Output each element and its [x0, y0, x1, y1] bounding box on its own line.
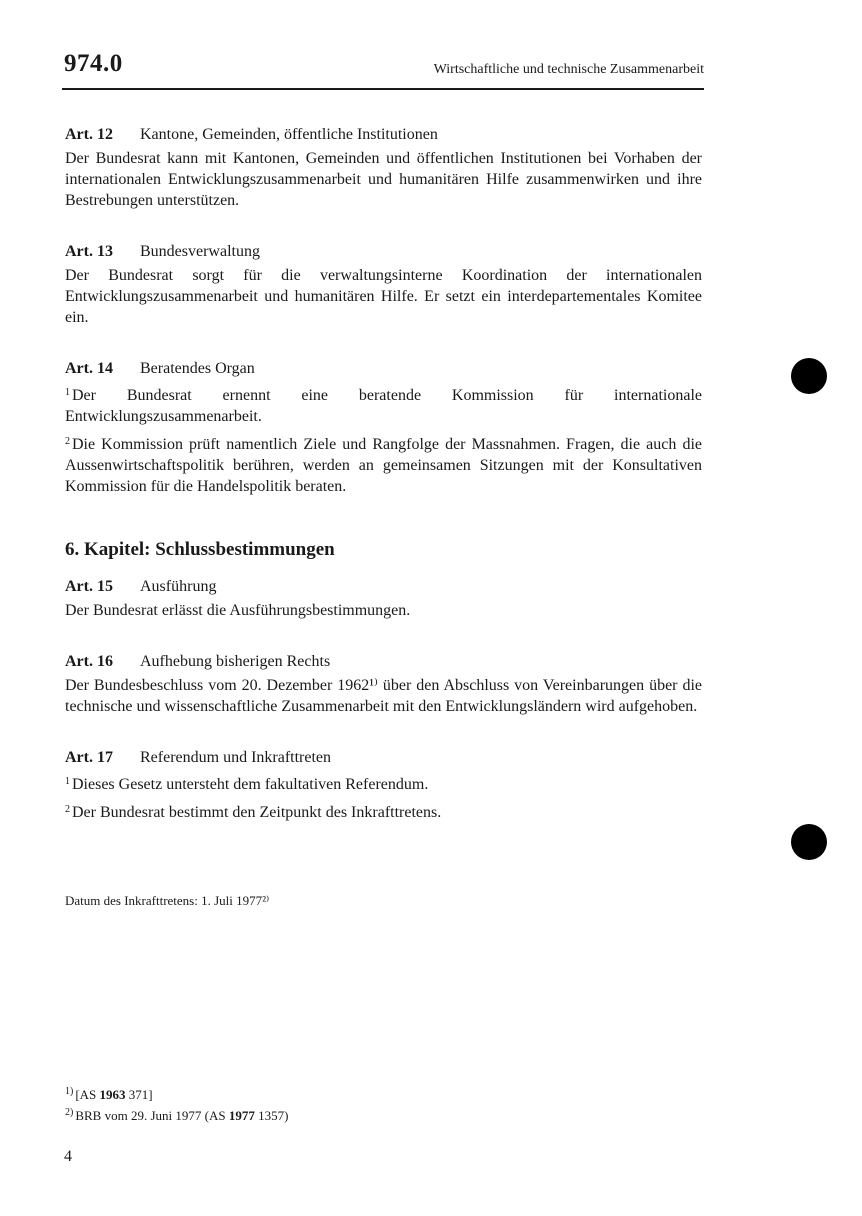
footnote-mark: 2)	[65, 1107, 74, 1118]
article-heading	[65, 358, 702, 379]
articles-group-a	[65, 124, 702, 497]
paragraph-number: 2	[65, 436, 70, 447]
paragraph-number: 2	[65, 804, 70, 815]
article-paragraph	[65, 771, 702, 795]
paragraph-number: 1	[65, 387, 70, 398]
article-paragraph	[65, 265, 702, 328]
paragraph-text: Der Bundesrat ernennt eine beratende Kommission für internationale Entwicklungszusammenarbeit.	[65, 387, 702, 425]
footnote-text: [AS	[75, 1087, 100, 1102]
footnote-text: BRB vom 29. Juni 1977 (AS	[75, 1108, 229, 1123]
article-title: Referendum und Inkrafttreten	[140, 749, 332, 766]
footnote	[65, 1083, 288, 1104]
header-rule	[62, 88, 704, 90]
article-paragraph	[65, 148, 702, 211]
article-title: Ausführung	[140, 578, 217, 595]
paragraph-text: Der Bundesrat sorgt für die verwaltungsinterne Koordination der internationalen Entwicklungszusammenarbeit und humanitären Hilfe. Er setzt ein interdepartementales Komitee ein.	[65, 267, 702, 326]
article	[65, 124, 702, 211]
footnote-text: 1357)	[254, 1108, 289, 1123]
articles-group-b	[65, 576, 702, 823]
punch-hole-mark	[791, 358, 827, 394]
article-number: Art. 12	[65, 126, 113, 143]
article	[65, 747, 702, 823]
footnote-year: 1963	[99, 1087, 126, 1102]
article	[65, 241, 702, 328]
paragraph-text: Die Kommission prüft namentlich Ziele und Rangfolge der Massnahmen. Fragen, die auch die Aussenwirtschaftspolitik berühren, werden an gemeinsamen Sitzungen mit der Konsultativen Kommission für die Handelspolitik beraten.	[65, 436, 702, 495]
footnotes	[65, 1083, 288, 1125]
effective-date: Datum des Inkrafttretens: 1. Juli 1977²⁾	[65, 893, 270, 908]
paragraph-text: Der Bundesrat kann mit Kantonen, Gemeinden und öffentlichen Institutionen bei Vorhaben der internationalen Entwicklungszusammenarbeit und humanitären Hilfe zusammenwirken und ihre Bestrebungen unterstützen.	[65, 150, 702, 209]
article-heading	[65, 124, 702, 145]
article-title: Aufhebung bisherigen Rechts	[140, 653, 331, 670]
footnote-text: 371]	[125, 1087, 153, 1102]
article-heading	[65, 651, 702, 672]
article-heading	[65, 241, 702, 262]
article-paragraph	[65, 382, 702, 427]
article-number: Art. 17	[65, 749, 113, 766]
article-paragraph	[65, 431, 702, 497]
paragraph-text: Dieses Gesetz untersteht dem fakultativen Referendum.	[72, 776, 429, 793]
article-title: Kantone, Gemeinden, öffentliche Institutionen	[140, 126, 438, 143]
sr-number: 974.0	[64, 50, 123, 77]
footnote	[65, 1104, 288, 1125]
footnote-year: 1977	[228, 1108, 255, 1123]
running-title: Wirtschaftliche und technische Zusammenarbeit	[433, 62, 704, 77]
punch-hole-mark	[791, 824, 827, 860]
article-paragraph	[65, 600, 702, 621]
chapter-title: 6. Kapitel: Schlussbestimmungen	[65, 539, 335, 560]
article-heading	[65, 747, 702, 768]
footnote-mark: 1)	[65, 1086, 74, 1097]
article-title: Bundesverwaltung	[140, 243, 260, 260]
article	[65, 651, 702, 717]
article	[65, 358, 702, 497]
article-number: Art. 15	[65, 578, 113, 595]
article	[65, 576, 702, 621]
article-paragraph	[65, 675, 702, 717]
article-number: Art. 16	[65, 653, 113, 670]
article-number: Art. 13	[65, 243, 113, 260]
paragraph-text: Der Bundesrat erlässt die Ausführungsbestimmungen.	[65, 602, 411, 619]
paragraph-text: Der Bundesbeschluss vom 20. Dezember 1962¹⁾ über den Abschluss von Vereinbarungen über die technische und wissenschaftliche Zusammenarbeit mit den Entwicklungsländern wird aufgehoben.	[65, 677, 702, 715]
paragraph-number: 1	[65, 776, 70, 787]
article-number: Art. 14	[65, 360, 113, 377]
article-heading	[65, 576, 702, 597]
article-title: Beratendes Organ	[140, 360, 255, 377]
paragraph-text: Der Bundesrat bestimmt den Zeitpunkt des Inkrafttretens.	[72, 804, 442, 821]
main-content	[65, 124, 702, 853]
article-paragraph	[65, 799, 702, 823]
page-number: 4	[64, 1148, 72, 1165]
